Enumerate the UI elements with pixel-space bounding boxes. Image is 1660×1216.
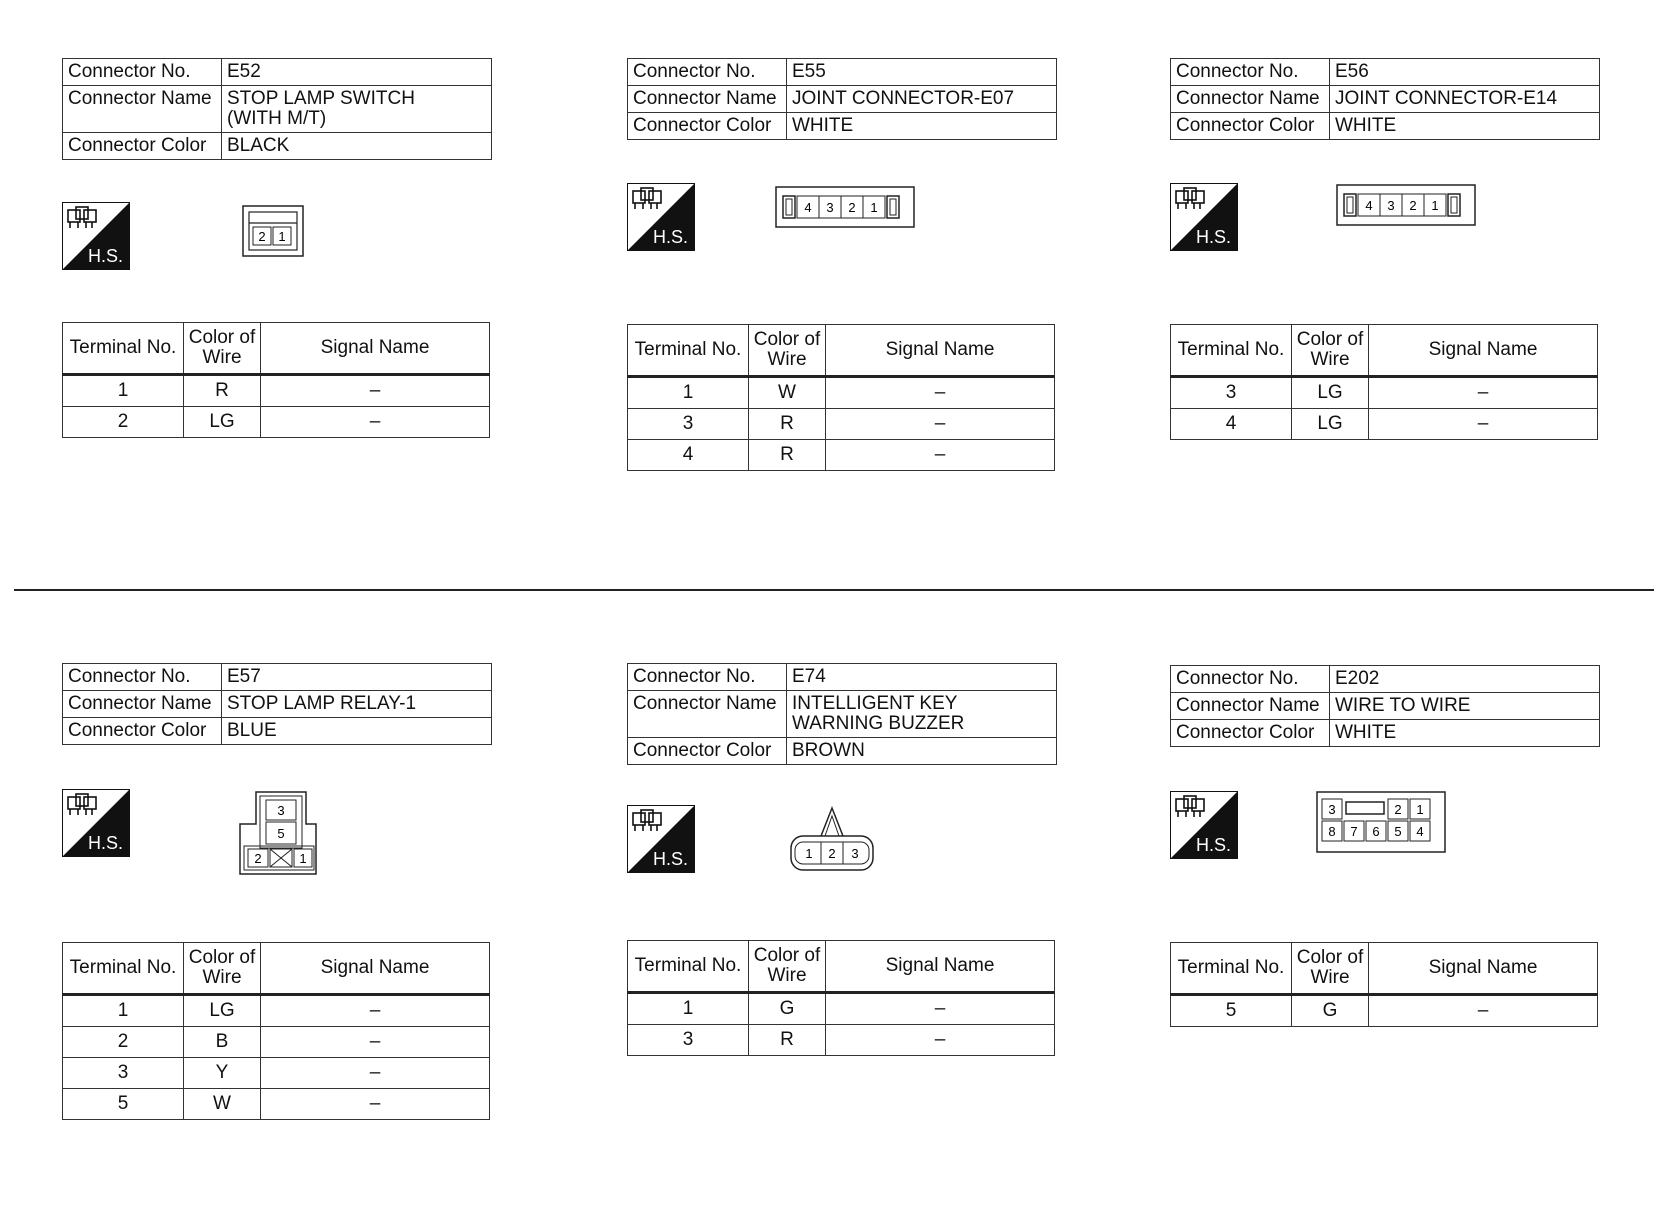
- terminal-cell: 2: [63, 1027, 184, 1058]
- terminal-table-e52: [62, 322, 490, 438]
- wire-cell: R: [749, 440, 826, 471]
- connector-face-e202: [1316, 791, 1446, 853]
- connector-color-value: BLACK: [222, 133, 492, 160]
- signal-cell: –: [1369, 377, 1598, 409]
- connector-block-e202: [1170, 665, 1610, 747]
- connector-block-e52: [62, 58, 502, 160]
- signal-cell: –: [826, 409, 1055, 440]
- pin-label: 2: [1409, 198, 1417, 213]
- pin-label: 4: [804, 200, 812, 215]
- signal-name-header: Signal Name: [261, 943, 490, 995]
- terminal-no-header: Terminal No.: [63, 943, 184, 995]
- connector-info-table: [1170, 665, 1600, 747]
- terminal-no-header: Terminal No.: [1171, 325, 1292, 377]
- wire-cell: G: [749, 993, 826, 1025]
- pin-label: 3: [826, 200, 834, 215]
- terminal-no-header: Terminal No.: [628, 325, 749, 377]
- signal-name-header: Signal Name: [1369, 325, 1598, 377]
- connector-block-e56: [1170, 58, 1610, 140]
- connector-face-e57: [238, 790, 326, 876]
- wire-color-header: [1292, 325, 1369, 377]
- connector-info-table: [62, 58, 492, 160]
- wire-color-header-line2: Wire: [1310, 349, 1350, 370]
- pin-label: 1: [1416, 802, 1424, 817]
- signal-cell: –: [261, 1089, 490, 1120]
- connector-color-value: BLUE: [222, 718, 492, 745]
- section-divider: [14, 589, 1654, 591]
- harness-side-icon: [1170, 791, 1238, 859]
- signal-cell: –: [1369, 995, 1598, 1027]
- pin-label: 1: [1431, 198, 1439, 213]
- connector-name-label: Connector Name: [1171, 693, 1330, 720]
- pin-label: 3: [851, 846, 859, 861]
- wire-cell: R: [184, 375, 261, 407]
- table-row: [63, 407, 490, 438]
- wire-cell: LG: [184, 407, 261, 438]
- connector-info-table: [627, 58, 1057, 140]
- terminal-cell: 4: [628, 440, 749, 471]
- hs-label: H.S.: [1196, 227, 1232, 247]
- terminal-table-e55: [627, 324, 1055, 471]
- pin-label: 6: [1372, 824, 1380, 839]
- terminal-cell: 3: [628, 1025, 749, 1056]
- connector-color-label: Connector Color: [1171, 720, 1330, 747]
- signal-name-header: Signal Name: [261, 323, 490, 375]
- hs-label: H.S.: [653, 227, 689, 247]
- pin-label: 3: [1328, 802, 1336, 817]
- table-row: [63, 1058, 490, 1089]
- connector-no-value: E57: [222, 664, 492, 691]
- pin-label: 2: [848, 200, 856, 215]
- connector-info-table: [627, 663, 1057, 765]
- signal-name-header: Signal Name: [1369, 943, 1598, 995]
- connector-name-line2: WARNING BUZZER: [792, 713, 965, 734]
- connector-name-label: Connector Name: [63, 86, 222, 133]
- connector-no-label: Connector No.: [1171, 666, 1330, 693]
- connector-no-label: Connector No.: [628, 664, 787, 691]
- pin-label: 1: [278, 229, 286, 244]
- connector-no-label: Connector No.: [1171, 59, 1330, 86]
- wire-color-header-line1: Color of: [753, 329, 821, 350]
- wire-color-header-line1: Color of: [753, 945, 821, 966]
- pin-label: 3: [277, 803, 285, 818]
- wire-color-header: [749, 941, 826, 993]
- connector-name-label: Connector Name: [1171, 86, 1330, 113]
- wire-cell: LG: [1292, 409, 1369, 440]
- connector-color-value: BROWN: [787, 738, 1057, 765]
- wire-color-header: [1292, 943, 1369, 995]
- wire-color-header-line1: Color of: [188, 327, 256, 348]
- table-row: [63, 1027, 490, 1058]
- table-row: [628, 409, 1055, 440]
- wire-color-header-line1: Color of: [1296, 329, 1364, 350]
- connector-face-e55: [775, 186, 915, 228]
- wire-color-header: [184, 323, 261, 375]
- pin-label: 2: [254, 851, 262, 866]
- wire-color-header-line2: Wire: [767, 349, 807, 370]
- terminal-table-e74: [627, 940, 1055, 1056]
- terminal-cell: 5: [63, 1089, 184, 1120]
- connector-color-value: WHITE: [787, 113, 1057, 140]
- wire-cell: G: [1292, 995, 1369, 1027]
- terminal-cell: 1: [63, 995, 184, 1027]
- hs-label: H.S.: [88, 833, 124, 853]
- table-row: [1171, 377, 1598, 409]
- signal-cell: –: [826, 993, 1055, 1025]
- signal-cell: –: [826, 440, 1055, 471]
- terminal-cell: 2: [63, 407, 184, 438]
- pin-label: 2: [828, 846, 836, 861]
- connector-block-e55: [627, 58, 1067, 140]
- terminal-no-header: Terminal No.: [63, 323, 184, 375]
- connector-no-label: Connector No.: [628, 59, 787, 86]
- terminal-table-e57: [62, 942, 490, 1120]
- harness-side-icon: [627, 183, 695, 251]
- hs-label: H.S.: [1196, 835, 1232, 855]
- connector-face-e74: [789, 804, 875, 874]
- pin-label: 5: [1394, 824, 1402, 839]
- signal-cell: –: [261, 995, 490, 1027]
- connector-name-line1: INTELLIGENT KEY: [792, 693, 958, 714]
- wire-color-header: [184, 943, 261, 995]
- wire-color-header-line2: Wire: [202, 347, 242, 368]
- connector-color-label: Connector Color: [628, 738, 787, 765]
- pin-label: 8: [1328, 824, 1336, 839]
- signal-name-header: Signal Name: [826, 941, 1055, 993]
- connector-info-table: [1170, 58, 1600, 140]
- signal-cell: –: [826, 377, 1055, 409]
- connector-no-value: E55: [787, 59, 1057, 86]
- wire-cell: LG: [184, 995, 261, 1027]
- terminal-cell: 1: [628, 993, 749, 1025]
- connector-color-label: Connector Color: [628, 113, 787, 140]
- hs-label: H.S.: [653, 849, 689, 869]
- table-row: [628, 440, 1055, 471]
- connector-name-value: JOINT CONNECTOR-E14: [1330, 86, 1600, 113]
- wire-cell: Y: [184, 1058, 261, 1089]
- connector-name-line2: (WITH M/T): [227, 108, 327, 129]
- connector-name-label: Connector Name: [628, 691, 787, 738]
- terminal-cell: 3: [628, 409, 749, 440]
- signal-cell: –: [261, 1058, 490, 1089]
- pin-label: 5: [277, 826, 285, 841]
- connector-name-value: [222, 86, 492, 133]
- connector-color-label: Connector Color: [63, 718, 222, 745]
- table-row: [63, 995, 490, 1027]
- wire-cell: LG: [1292, 377, 1369, 409]
- connector-no-value: E202: [1330, 666, 1600, 693]
- wire-color-header-line2: Wire: [767, 965, 807, 986]
- connector-no-value: E52: [222, 59, 492, 86]
- wire-color-header-line1: Color of: [1296, 947, 1364, 968]
- connector-info-table: [62, 663, 492, 745]
- table-row: [628, 1025, 1055, 1056]
- terminal-table-e56: [1170, 324, 1598, 440]
- pin-label: 3: [1387, 198, 1395, 213]
- wire-cell: W: [749, 377, 826, 409]
- connector-name-line1: STOP LAMP SWITCH: [227, 88, 415, 109]
- connector-name-value: STOP LAMP RELAY-1: [222, 691, 492, 718]
- pin-label: 1: [299, 851, 307, 866]
- pin-label: 2: [258, 229, 266, 244]
- wire-cell: B: [184, 1027, 261, 1058]
- connector-name-label: Connector Name: [628, 86, 787, 113]
- connector-block-e74: [627, 663, 1067, 765]
- signal-cell: –: [261, 407, 490, 438]
- harness-side-icon: [627, 805, 695, 873]
- signal-cell: –: [261, 1027, 490, 1058]
- terminal-cell: 1: [628, 377, 749, 409]
- table-row: [1171, 409, 1598, 440]
- table-row: [1171, 995, 1598, 1027]
- harness-side-icon: [1170, 183, 1238, 251]
- pin-label: 4: [1365, 198, 1373, 213]
- table-row: [628, 377, 1055, 409]
- hs-label: H.S.: [88, 246, 124, 266]
- connector-no-label: Connector No.: [63, 664, 222, 691]
- pin-label: 1: [870, 200, 878, 215]
- harness-side-icon: [62, 789, 130, 857]
- table-row: [63, 1089, 490, 1120]
- terminal-cell: 5: [1171, 995, 1292, 1027]
- pin-label: 1: [805, 846, 813, 861]
- signal-cell: –: [261, 375, 490, 407]
- connector-block-e57: [62, 663, 502, 745]
- pin-label: 4: [1416, 824, 1424, 839]
- terminal-table-e202: [1170, 942, 1598, 1027]
- wire-color-header-line2: Wire: [1310, 967, 1350, 988]
- connector-name-value: [787, 691, 1057, 738]
- wire-cell: W: [184, 1089, 261, 1120]
- harness-side-icon: [62, 202, 130, 270]
- table-row: [63, 375, 490, 407]
- connector-color-label: Connector Color: [63, 133, 222, 160]
- connector-no-label: Connector No.: [63, 59, 222, 86]
- wire-color-header-line2: Wire: [202, 967, 242, 988]
- pin-label: 2: [1394, 802, 1402, 817]
- connector-color-value: WHITE: [1330, 720, 1600, 747]
- terminal-no-header: Terminal No.: [1171, 943, 1292, 995]
- connector-name-label: Connector Name: [63, 691, 222, 718]
- wire-color-header-line1: Color of: [188, 947, 256, 968]
- connector-no-value: E56: [1330, 59, 1600, 86]
- table-row: [628, 993, 1055, 1025]
- connector-color-value: WHITE: [1330, 113, 1600, 140]
- wire-cell: R: [749, 1025, 826, 1056]
- terminal-cell: 3: [1171, 377, 1292, 409]
- terminal-cell: 3: [63, 1058, 184, 1089]
- connector-name-value: WIRE TO WIRE: [1330, 693, 1600, 720]
- connector-face-e56: [1336, 184, 1476, 226]
- signal-cell: –: [826, 1025, 1055, 1056]
- terminal-cell: 4: [1171, 409, 1292, 440]
- signal-name-header: Signal Name: [826, 325, 1055, 377]
- terminal-no-header: Terminal No.: [628, 941, 749, 993]
- connector-name-value: JOINT CONNECTOR-E07: [787, 86, 1057, 113]
- pin-label: 7: [1350, 824, 1358, 839]
- connector-face-e52: [242, 205, 304, 257]
- connector-color-label: Connector Color: [1171, 113, 1330, 140]
- wire-color-header: [749, 325, 826, 377]
- wire-cell: R: [749, 409, 826, 440]
- terminal-cell: 1: [63, 375, 184, 407]
- connector-no-value: E74: [787, 664, 1057, 691]
- signal-cell: –: [1369, 409, 1598, 440]
